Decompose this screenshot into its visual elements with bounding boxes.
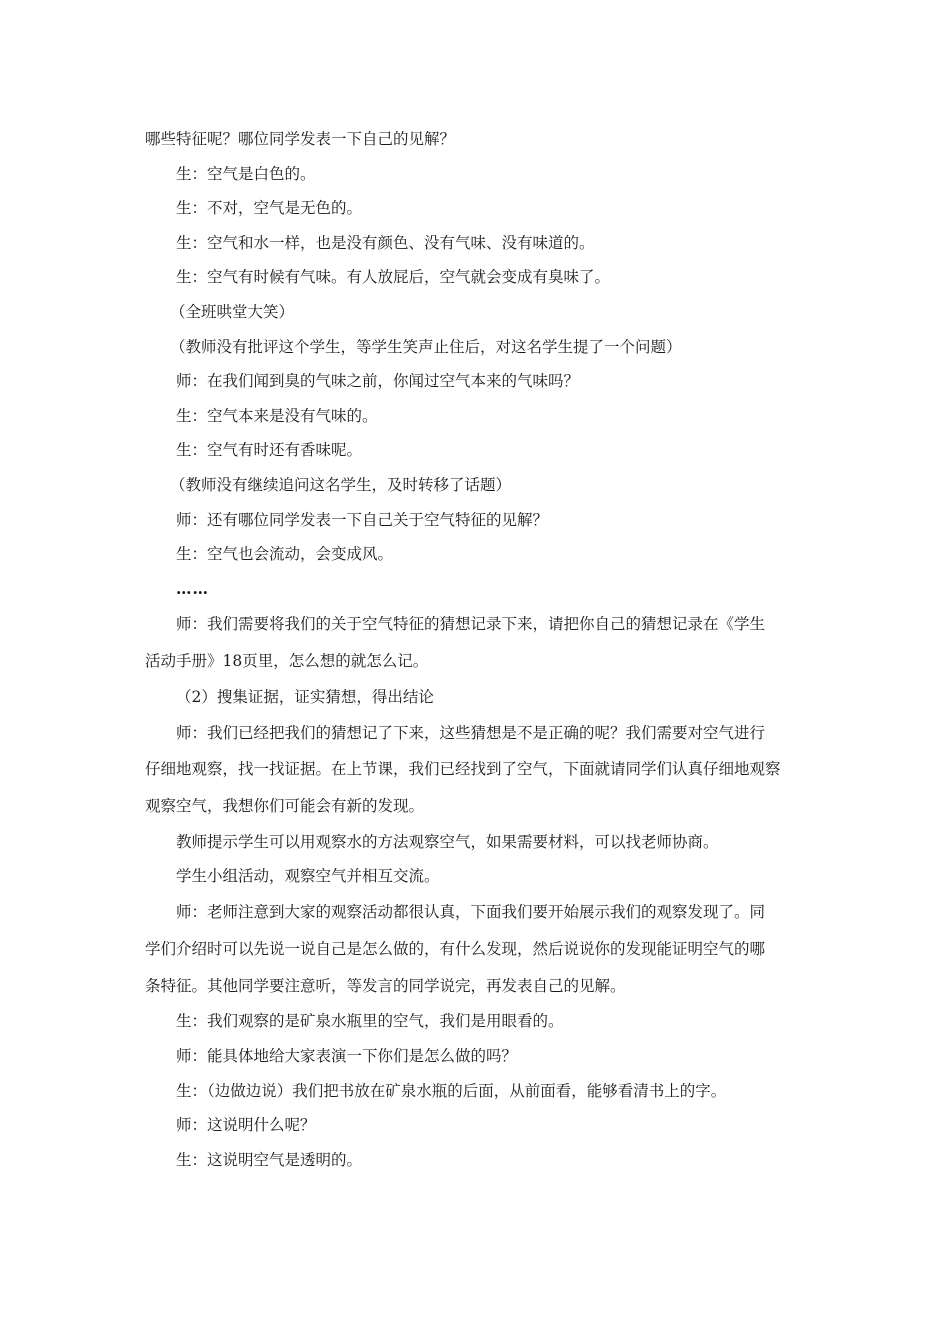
narration-line: 学生小组活动，观察空气并相互交流。: [176, 867, 440, 886]
student-line: 生：空气有时候有气味。有人放屁后，空气就会变成有臭味了。: [176, 268, 611, 287]
student-line: 生：空气和水一样，也是没有颜色、没有气味、没有味道的。: [176, 233, 595, 252]
teacher-line: 师：老师注意到大家的观察活动都很认真，下面我们要开始展示我们的观察发现了。同: [176, 903, 766, 922]
document-body: [145, 122, 810, 1177]
teacher-line: 师：我们已经把我们的猜想记了下来，这些猜想是不是正确的呢？我们需要对空气进行: [176, 723, 766, 742]
stage-note: （教师没有继续追问这名学生，及时转移了话题）: [170, 475, 512, 494]
student-line: 生：这说明空气是透明的。: [176, 1150, 363, 1169]
paragraph-continuation: 条特征。其他同学要注意听，等发言的同学说完，再发表自己的见解。: [145, 976, 626, 995]
student-line: 生：空气有时还有香味呢。: [176, 441, 363, 460]
paragraph-continuation: 学们介绍时可以先说一说自己是怎么做的，有什么发现，然后说说你的发现能证明空气的哪: [145, 939, 766, 958]
student-line: 生：不对，空气是无色的。: [176, 199, 363, 218]
student-line: 生：空气也会流动，会变成风。: [176, 545, 394, 564]
paragraph-continuation: 活动手册》18页里，怎么想的就怎么记。: [145, 652, 429, 671]
student-line: 生：空气是白色的。: [176, 164, 316, 183]
paragraph-line: 哪些特征呢？哪位同学发表一下自己的见解？: [145, 130, 456, 148]
teacher-line: 师：在我们闻到臭的气味之前，你闻过空气本来的气味吗？: [176, 372, 580, 391]
section-heading: （2）搜集证据，证实猜想，得出结论: [176, 687, 434, 706]
stage-note: （全班哄堂大笑）: [170, 302, 295, 321]
paragraph-continuation: 观察空气，我想你们可能会有新的发现。: [145, 797, 425, 816]
teacher-line: 师：我们需要将我们的关于空气特征的猜想记录下来，请把你自己的猜想记录在《学生: [176, 615, 766, 634]
teacher-line: 师：能具体地给大家表演一下你们是怎么做的吗？: [176, 1047, 518, 1066]
narration-line: 教师提示学生可以用观察水的方法观察空气，如果需要材料，可以找老师协商。: [176, 832, 719, 851]
student-line: 生：空气本来是没有气味的。: [176, 406, 378, 425]
ellipsis: ……: [176, 578, 209, 598]
stage-note: （教师没有批评这个学生，等学生笑声止住后，对这名学生提了一个问题）: [170, 337, 682, 356]
teacher-line: 师：还有哪位同学发表一下自己关于空气特征的见解？: [176, 510, 549, 529]
student-line: 生：（边做边说）我们把书放在矿泉水瓶的后面，从前面看，能够看清书上的字。: [176, 1081, 727, 1100]
teacher-line: 师：这说明什么呢？: [176, 1116, 316, 1135]
student-line: 生：我们观察的是矿泉水瓶里的空气，我们是用眼看的。: [176, 1012, 564, 1031]
paragraph-continuation: 仔细地观察，找一找证据。在上节课，我们已经找到了空气，下面就请同学们认真仔细地观察: [145, 760, 781, 779]
